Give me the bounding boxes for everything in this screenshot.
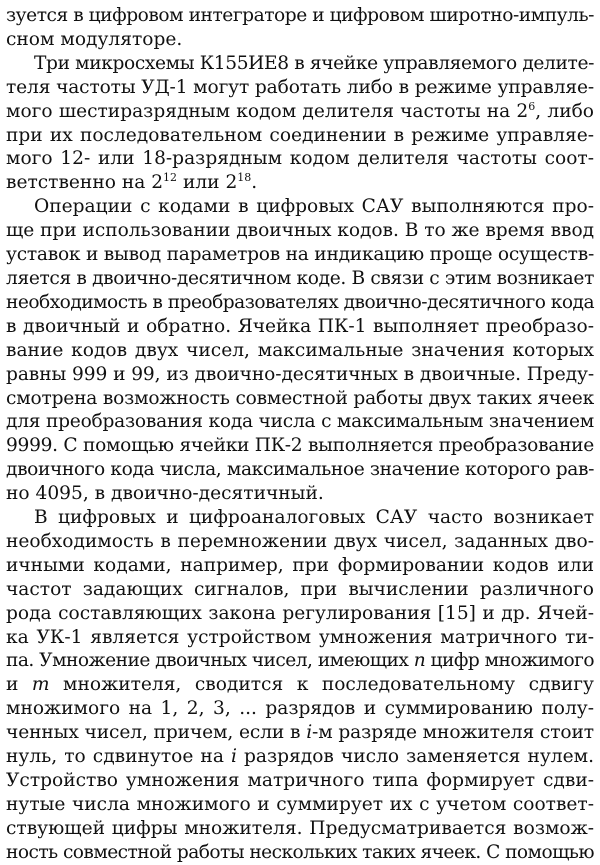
text-line: двоичного кода числа, максимальное значение которого рав- (6, 459, 594, 481)
paragraph (6, 4, 594, 52)
text-line: ще при использовании двоичных кодов. В то же время ввод (6, 220, 595, 242)
text-line (6, 721, 594, 745)
exponent: 18 (237, 171, 252, 185)
text-run: мого шестиразрядным кодом делителя частоты на 2 (6, 100, 529, 122)
text-line: вание кодов двух чисел, максимальные значения которых (6, 339, 594, 361)
text-line: ка УК-1 является устройством умножения матричного ти- (6, 626, 594, 648)
variable: i (306, 722, 313, 744)
text-line: уставок и вывод параметров на индикацию проще осуществ- (6, 244, 594, 266)
text-line: множимого на 1, 2, 3, ... разрядов и суммированию полу- (6, 698, 594, 720)
variable: m (31, 674, 50, 696)
text-line: необходимость в преобразователях двоично-десятичного кода (6, 291, 595, 313)
text-line (6, 171, 594, 195)
text-line: частот задающих сигналов, при вычислении различного (6, 578, 594, 600)
text-run: ветственно на 2 (6, 172, 164, 194)
text-line: смотрена возможность совместной работы двух таких ячеек (6, 387, 595, 409)
text-line (6, 745, 594, 769)
text-line: теля частоты УД-1 могут работать либо в режиме управляе- (6, 76, 594, 98)
text-line: сном модуляторе. (6, 28, 183, 50)
variable: n (413, 650, 426, 672)
text-line: равны 999 и 99, из двоично-десятичных в двоичные. Преду- (6, 363, 595, 385)
text-line (6, 100, 594, 124)
text-run: -м разряде множителя стоит (312, 722, 594, 744)
text-run: , либо (535, 100, 594, 122)
text-line: зуется в цифровом интеграторе и цифровом широтно-импуль- (6, 5, 594, 26)
text-line: для преобразования кода числа с максимальным значением (6, 411, 594, 433)
text-run: цифр множимого (425, 650, 594, 672)
text-line: 9999. С помощью ячейки ПК-2 выполняется преобразование (6, 435, 594, 457)
text-line: нутые числа множимого и суммирует их с учетом соответ- (6, 793, 594, 815)
text-line: ность совместной работы нескольких таких ячеек. С помощью (6, 841, 594, 863)
text-run: или 2 (177, 172, 238, 194)
paragraph (6, 506, 594, 865)
text-line: Операции с кодами в цифровых САУ выполняются про- (34, 196, 594, 218)
text-line (6, 673, 594, 697)
text-line: необходимость в перемножении двух чисел, заданных дво- (6, 530, 594, 552)
text-line: В цифровых и цифроаналоговых САУ часто возникает (34, 507, 594, 529)
text-line: Устройство умножения матричного типа формирует сдви- (6, 770, 594, 791)
text-run: па. Умножение двоичных чисел, имеющих (6, 650, 414, 672)
text-run: . (251, 172, 258, 194)
exponent: 6 (528, 99, 536, 113)
text-line: Три микросхемы К155ИЕ8 в ячейке управляемого делите- (34, 52, 594, 74)
text-line: мого 12- или 18-разрядным кодом делителя частоты соот- (6, 148, 594, 170)
text-line (6, 649, 594, 673)
text-line: ствующей цифры множителя. Предусматривается возмож- (6, 817, 594, 839)
text-run: разрядов число заменяется нулем. (236, 746, 594, 768)
exponent: 12 (163, 171, 178, 185)
variable: i (230, 746, 237, 768)
text-line: ичными кодами, например, при формировании кодов или (6, 554, 594, 576)
text-line: при их последовательном соединении в режиме управляе- (6, 124, 594, 146)
paragraph (6, 195, 594, 506)
text-line: в двоичный и обратно. Ячейка ПК-1 выполняет преобразо- (6, 315, 594, 337)
text-run: и (6, 674, 32, 696)
paragraph (6, 52, 594, 195)
text-run: множителя, сводится к последовательному сдвигу (49, 674, 594, 696)
text-run: нуль, то сдвинутое на (6, 746, 231, 768)
text-line: ляется в двоично-десятичном коде. В связи с этим возникает (6, 267, 594, 289)
text-line: но 4095, в двоично-десятичный. (6, 483, 324, 505)
text-line: рода составляющих закона регулирования [15] и др. Ячей- (6, 602, 594, 624)
text-run: ченных чисел, причем, если в (6, 722, 307, 744)
